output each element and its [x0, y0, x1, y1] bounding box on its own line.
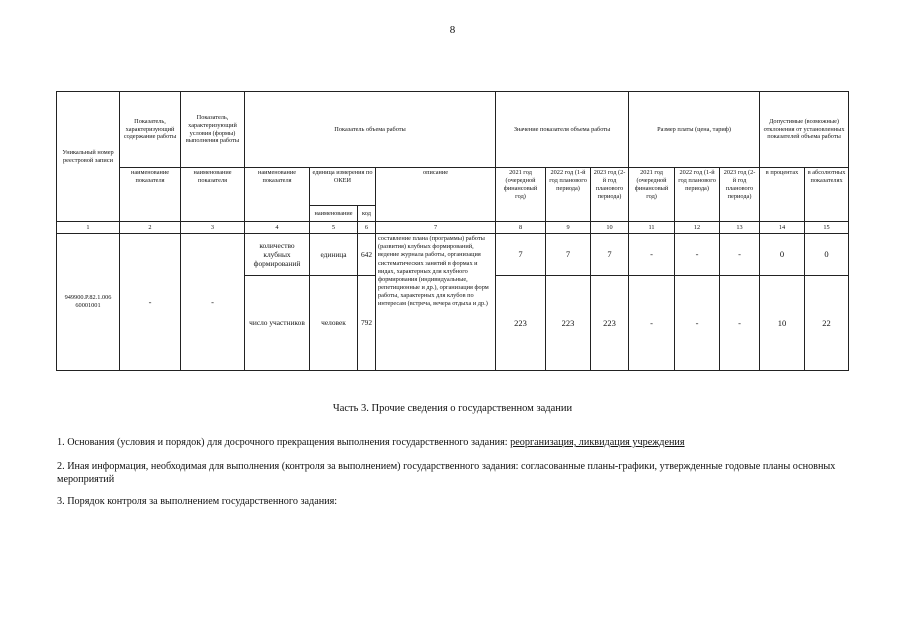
subheader-unit-name: наименование: [310, 206, 358, 222]
subheader-absolute: в абсолютных показателях: [805, 168, 849, 222]
volume-2022: 7: [546, 234, 591, 276]
column-number: 8: [496, 222, 546, 234]
page-number: 8: [449, 24, 456, 36]
subheader-fee-2022: 2022 год (1-й год планового периода): [675, 168, 720, 222]
item-1-value: реорганизация, ликвидация учреждения: [510, 437, 685, 448]
volume-2021: 7: [496, 234, 546, 276]
deviation-absolute: 22: [805, 276, 849, 371]
column-number: 15: [805, 222, 849, 234]
subheader-content-name: наименование показателя: [120, 168, 181, 222]
volume-indicator-name: количество клубных формирований: [245, 234, 310, 276]
subheader-volume-2022: 2022 год (1-й год планового периода): [546, 168, 591, 222]
header-unique-number: Уникальный номер реестровой записи: [57, 92, 120, 222]
deviation-percent: 0: [760, 234, 805, 276]
table-row: [57, 234, 849, 276]
subheader-description: описание: [376, 168, 496, 222]
header-volume-indicator: Показатель объема работы: [245, 92, 496, 168]
column-number: 11: [629, 222, 675, 234]
column-number: 6: [358, 222, 376, 234]
unit-code: 792: [358, 276, 376, 371]
subheader-fee-2021: 2021 год (очередной финансовый год): [629, 168, 675, 222]
column-number: 9: [546, 222, 591, 234]
column-number-row: [57, 222, 849, 234]
fee-2021: -: [629, 276, 675, 371]
fee-2022: -: [675, 234, 720, 276]
volume-2021: 223: [496, 276, 546, 371]
header-deviation: Допустимые (возможные) отклонения от установленных показателей объема работы: [760, 92, 849, 168]
column-number: 3: [181, 222, 245, 234]
subheader-volume-2021: 2021 год (очередной финансовый год): [496, 168, 546, 222]
fee-2023: -: [720, 234, 760, 276]
deviation-percent: 10: [760, 276, 805, 371]
work-volume-table: [56, 91, 849, 371]
subheader-volume-2023: 2023 год (2-й год планового периода): [591, 168, 629, 222]
item-1-text: 1. Основания (условия и порядок) для досрочного прекращения выполнения государственного задания:: [57, 437, 511, 448]
column-number: 14: [760, 222, 805, 234]
column-number: 7: [376, 222, 496, 234]
fee-2023: -: [720, 276, 760, 371]
section-title: Часть 3. Прочие сведения о государственном задании: [332, 403, 573, 414]
registry-number: 949900.Р.82.1.006 60001001: [57, 234, 120, 371]
column-number: 12: [675, 222, 720, 234]
column-number: 10: [591, 222, 629, 234]
header-fee: Размер платы (цена, тариф): [629, 92, 760, 168]
condition-indicator-value: -: [181, 234, 245, 371]
volume-2023: 223: [591, 276, 629, 371]
subheader-unit-code: код: [358, 206, 376, 222]
volume-indicator-name: число участников: [245, 276, 310, 371]
work-description: составление плана (программы) работы (развития) клубных формирований, ведение журнала работы, организация систематических занятий в формах и видах, характерных для клубного формирования (индивидуальные, репетиционные и др.), организация форм работы, характерных для клубов по интересам (встреча, вечера отдыха и др.): [376, 234, 496, 371]
column-number: 2: [120, 222, 181, 234]
header-content-indicator: Показатель, характеризующий содержание работы: [120, 92, 181, 168]
volume-2023: 7: [591, 234, 629, 276]
unit-name: единица: [310, 234, 358, 276]
column-number: 5: [310, 222, 358, 234]
subheader-volume-name: наименование показателя: [245, 168, 310, 222]
subheader-unit: единица измерения по ОКЕИ: [310, 168, 376, 206]
column-number: 13: [720, 222, 760, 234]
subheader-fee-2023: 2023 год (2-й год планового периода): [720, 168, 760, 222]
fee-2022: -: [675, 276, 720, 371]
unit-code: 642: [358, 234, 376, 276]
subheader-percent: в процентах: [760, 168, 805, 222]
column-number: 4: [245, 222, 310, 234]
column-number: 1: [57, 222, 120, 234]
volume-2022: 223: [546, 276, 591, 371]
fee-2021: -: [629, 234, 675, 276]
subheader-condition-name: наименование показателя: [181, 168, 245, 222]
header-condition-indicator: Показатель, характеризующий условия (формы) выполнения работы: [181, 92, 245, 168]
header-volume-value: Значение показателя объема работы: [496, 92, 629, 168]
item-2: 2. Иная информация, необходимая для выполнения (контроля за выполнением) государственного задания: согласованные планы-графики, утвержденные годовые планы основных мероприятий: [57, 461, 836, 486]
deviation-absolute: 0: [805, 234, 849, 276]
item-3: 3. Порядок контроля за выполнением государственного задания:: [57, 496, 338, 507]
unit-name: человек: [310, 276, 358, 371]
item-1: [57, 436, 847, 449]
content-indicator-value: -: [120, 234, 181, 371]
